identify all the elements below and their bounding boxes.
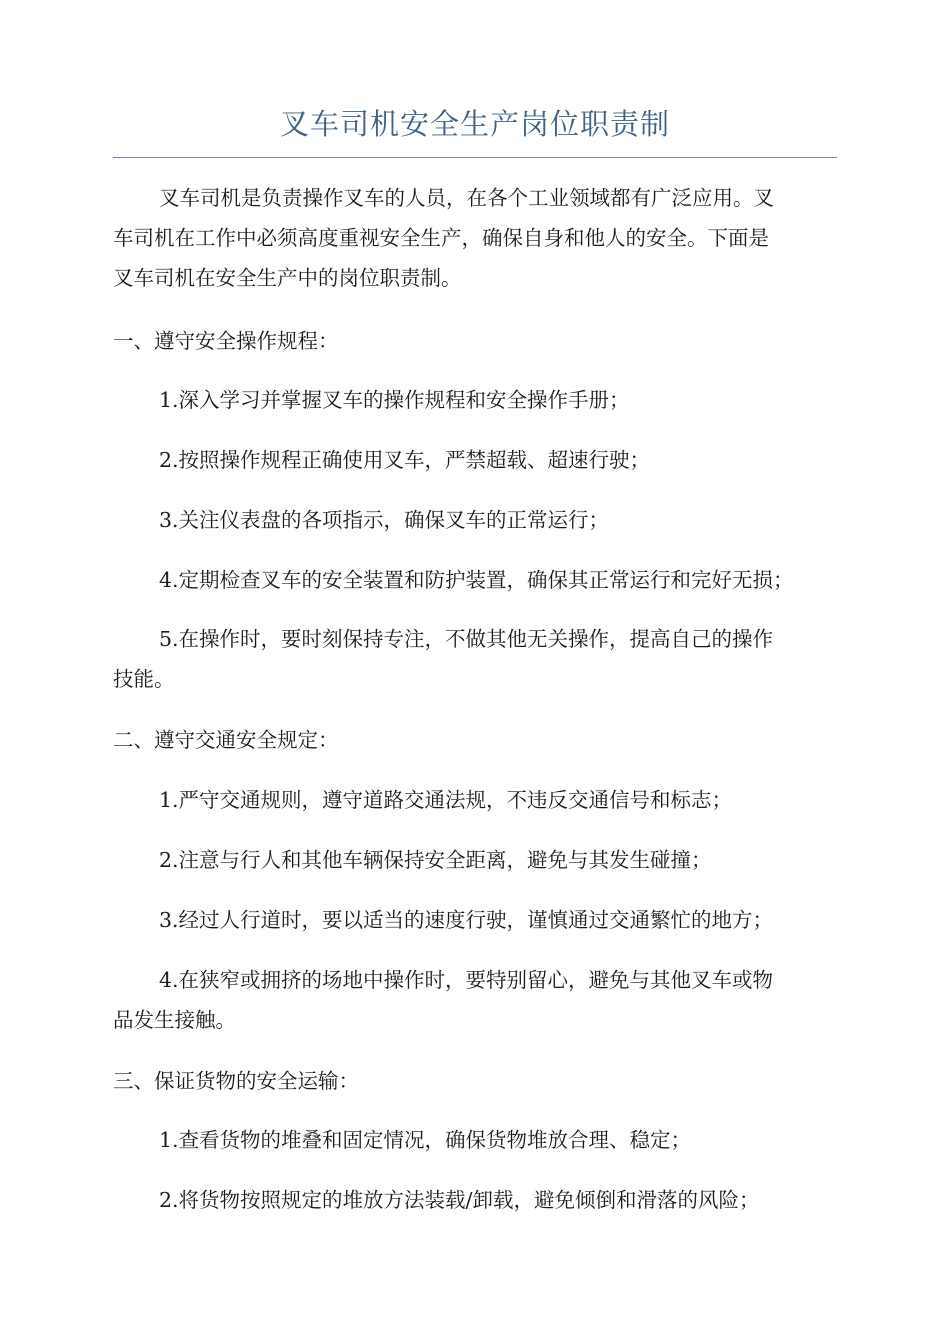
list-item: 1.查看货物的堆叠和固定情况，确保货物堆放合理、稳定； bbox=[159, 1128, 692, 1152]
intro-line: 车司机在工作中必须高度重视安全生产，确保自身和他人的安全。下面是 bbox=[113, 226, 769, 250]
list-item: 3.经过人行道时，要以适当的速度行驶，谨慎通过交通繁忙的地方； bbox=[159, 908, 774, 932]
list-item: 1.严守交通规则，遵守道路交通法规，不违反交通信号和标志； bbox=[159, 788, 733, 812]
list-item: 1.深入学习并掌握叉车的操作规程和安全操作手册； bbox=[159, 388, 630, 412]
intro-line: 叉车司机是负责操作叉车的人员，在各个工业领域都有广泛应用。叉 bbox=[159, 186, 774, 210]
list-item bbox=[113, 960, 843, 1040]
document-title: 叉车司机安全生产岗位职责制 bbox=[279, 107, 670, 141]
list-item bbox=[113, 619, 843, 699]
list-item-line: 4.在狭窄或拥挤的场地中操作时，要特别留心，避免与其他叉车或物 bbox=[159, 968, 774, 992]
section-heading-3: 三、保证货物的安全运输： bbox=[113, 1069, 359, 1093]
list-item: 2.将货物按照规定的堆放方法装载/卸载，避免倾倒和滑落的风险； bbox=[159, 1188, 760, 1212]
list-item: 3.关注仪表盘的各项指示，确保叉车的正常运行； bbox=[159, 508, 610, 532]
list-item-continuation: 品发生接触。 bbox=[113, 1008, 236, 1032]
title-divider bbox=[113, 157, 837, 158]
list-item: 4.定期检查叉车的安全装置和防护装置，确保其正常运行和完好无损； bbox=[159, 568, 794, 592]
intro-paragraph bbox=[113, 178, 843, 298]
section-heading-2: 二、遵守交通安全规定： bbox=[113, 728, 339, 752]
section-heading-1: 一、遵守安全操作规程： bbox=[113, 329, 339, 353]
list-item: 2.按照操作规程正确使用叉车，严禁超载、超速行驶； bbox=[159, 448, 651, 472]
intro-line: 叉车司机在安全生产中的岗位职责制。 bbox=[113, 266, 462, 290]
list-item-line: 5.在操作时，要时刻保持专注，不做其他无关操作，提高自己的操作 bbox=[159, 627, 774, 651]
list-item: 2.注意与行人和其他车辆保持安全距离，避免与其发生碰撞； bbox=[159, 848, 712, 872]
list-item-continuation: 技能。 bbox=[113, 667, 175, 691]
